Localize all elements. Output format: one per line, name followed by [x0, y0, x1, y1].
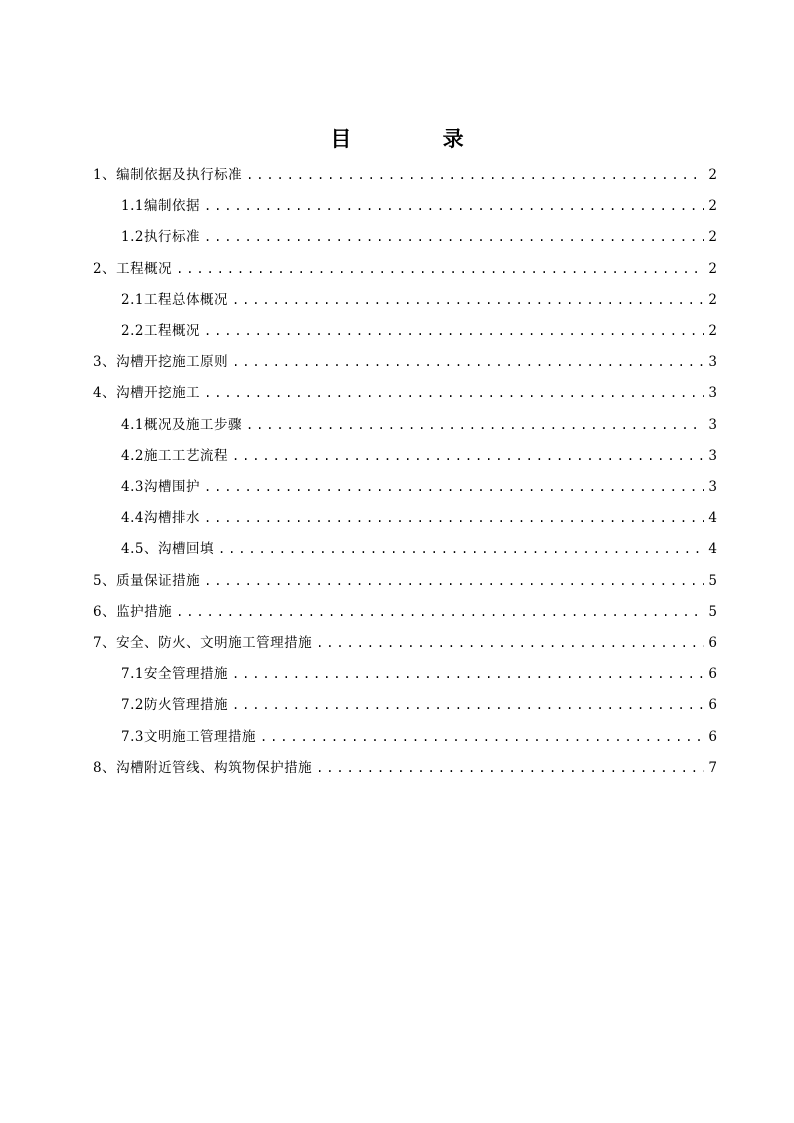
toc-dot-leader [204, 572, 704, 590]
toc-entry[interactable] [93, 347, 717, 371]
toc-entry-label: 7.3文明施工管理措施 [121, 728, 256, 745]
toc-dot-leader [232, 665, 704, 683]
toc-dot-leader [176, 260, 704, 278]
toc-dot-leader [204, 509, 704, 527]
toc-dot-leader [260, 728, 704, 746]
toc-entry-page-number: 3 [708, 385, 717, 402]
toc-dot-leader [316, 759, 704, 777]
toc-entry-label: 4.5、沟槽回填 [121, 541, 214, 558]
toc-entry-label: 7.1安全管理措施 [121, 666, 228, 683]
toc-entry-label: 7、安全、防火、文明施工管理措施 [93, 635, 313, 651]
toc-entry[interactable] [121, 316, 717, 340]
toc-dot-leader [232, 291, 704, 309]
toc-entry[interactable] [93, 628, 717, 652]
toc-dot-leader [232, 447, 704, 465]
toc-entry-page-number: 2 [708, 167, 717, 183]
toc-entry-label: 5、质量保证措施 [93, 572, 201, 589]
toc-entry-page-number: 4 [708, 541, 717, 558]
toc-entry[interactable] [121, 722, 717, 746]
toc-entry-page-number: 3 [708, 447, 717, 464]
toc-entry-page-number: 2 [708, 198, 717, 215]
toc-entry-page-number: 2 [708, 323, 717, 339]
toc-entry-page-number: 6 [708, 666, 717, 683]
toc-entry-page-number: 6 [708, 635, 717, 651]
toc-entry-page-number: 4 [708, 510, 717, 527]
toc-dot-leader [218, 540, 704, 558]
toc-entry[interactable] [121, 222, 717, 246]
toc-entry-page-number: 5 [708, 572, 717, 589]
toc-entry-page-number: 2 [708, 291, 717, 308]
toc-dot-leader [204, 322, 704, 340]
toc-entry-page-number: 2 [708, 229, 717, 246]
toc-dot-leader [246, 416, 704, 434]
toc-entry-page-number: 3 [708, 354, 717, 371]
toc-entry-label: 4.4沟槽排水 [121, 510, 200, 527]
toc-entry-label: 4、沟槽开挖施工 [93, 385, 201, 402]
toc-entry-page-number: 6 [708, 697, 717, 714]
toc-entry-label: 4.3沟槽围护 [121, 479, 200, 495]
toc-entry-page-number: 7 [708, 759, 717, 776]
toc-entry-label: 7.2防火管理措施 [121, 697, 228, 714]
toc-entry[interactable] [93, 378, 717, 402]
toc-entry-label: 4.1概况及施工步骤 [121, 416, 242, 433]
toc-entry[interactable] [93, 566, 717, 590]
toc-dot-leader [316, 634, 704, 652]
toc-entry-page-number: 5 [708, 603, 717, 620]
toc-entry-page-number: 2 [708, 260, 717, 277]
toc-entry-page-number: 6 [708, 728, 717, 745]
toc-entry[interactable] [121, 441, 717, 465]
toc-entry-label: 2.2工程概况 [121, 323, 200, 339]
toc-entry-label: 2、工程概况 [93, 260, 173, 277]
toc-entry[interactable] [121, 659, 717, 683]
toc-entry[interactable] [121, 503, 717, 527]
toc-dot-leader [176, 603, 704, 621]
toc-entry[interactable] [121, 410, 717, 434]
toc-dot-leader [232, 696, 704, 714]
toc-entry[interactable] [93, 753, 717, 777]
toc-entry[interactable] [121, 534, 717, 558]
toc-entry-label: 1、编制依据及执行标准 [93, 167, 243, 183]
toc-entry-label: 3、沟槽开挖施工原则 [93, 354, 229, 371]
toc-entry[interactable] [93, 160, 717, 184]
toc-entry[interactable] [93, 254, 717, 278]
toc-entry-label: 1.2执行标准 [121, 229, 200, 246]
toc-entry-page-number: 3 [708, 416, 717, 433]
toc-entry-label: 8、沟槽附近管线、构筑物保护措施 [93, 759, 313, 776]
toc-dot-leader [204, 478, 704, 496]
toc-dot-leader [232, 353, 704, 371]
toc-dot-leader [204, 197, 704, 215]
toc-entry[interactable] [121, 191, 717, 215]
page-title: 目 录 [330, 127, 506, 151]
toc-dot-leader [204, 228, 704, 246]
toc-entry[interactable] [121, 690, 717, 714]
toc-entry-page-number: 3 [708, 479, 717, 495]
toc-entry-label: 1.1编制依据 [121, 198, 200, 215]
toc-dot-leader [204, 384, 704, 402]
toc-entry-label: 2.1工程总体概况 [121, 291, 228, 308]
toc-entry-label: 6、监护措施 [93, 603, 173, 620]
toc-dot-leader [246, 166, 704, 184]
toc-entry[interactable] [121, 285, 717, 309]
toc-entry-label: 4.2施工工艺流程 [121, 447, 228, 464]
toc-entry[interactable] [93, 597, 717, 621]
toc-entry[interactable] [121, 472, 717, 496]
